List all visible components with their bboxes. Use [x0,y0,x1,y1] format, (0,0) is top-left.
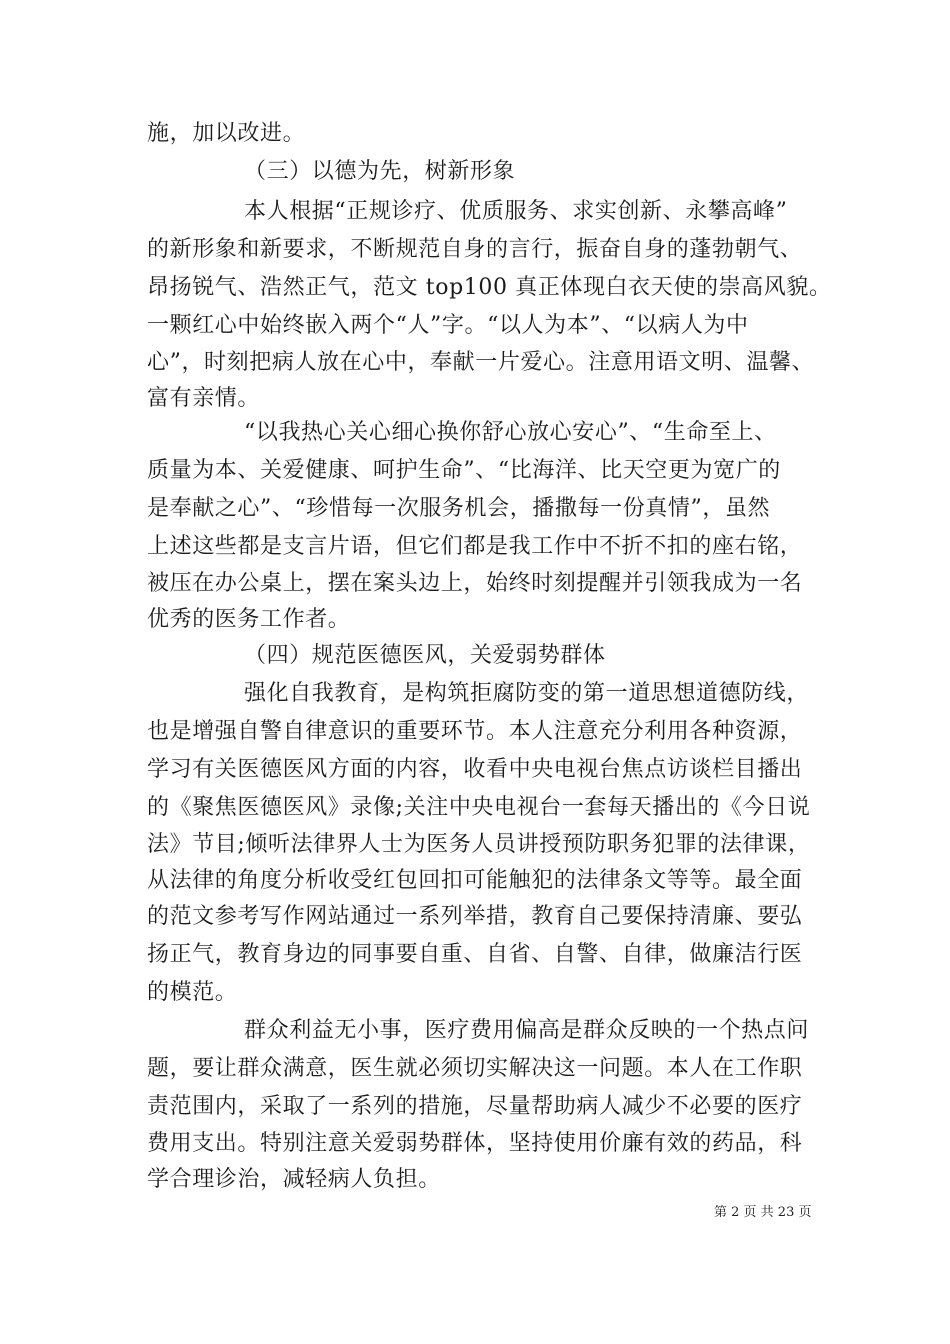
body-line: 优秀的医务工作者。 [147,607,351,632]
body-line: 的《聚焦医德医风》录像;关注中央电视台一套每天播出的《今日说 [147,795,811,820]
body-line: 责范围内，采取了一系列的措施，尽量帮助病人减少不必要的医疗 [147,1094,803,1119]
body-line: 的模范。 [147,980,238,1005]
body-line: 施，加以改进。 [147,121,306,146]
body-line: 题，要让群众满意，医生就必须切实解决这一问题。本人在工作职 [147,1056,803,1081]
body-line: 也是增强自警自律意识的重要环节。本人注意充分利用各种资源， [147,719,803,744]
body-line: 费用支出。特别注意关爱弱势群体，坚持使用价廉有效的药品，科 [147,1131,803,1156]
body-line: 学习有关医德医风方面的内容，收看中央电视台焦点访谈栏目播出 [147,757,803,782]
paragraph-first-line: “以我热心关心细心换你舒心放心安心”、“生命至上、 [244,420,777,445]
page-number: 第 2 页 共 23 页 [714,1205,812,1220]
body-line: 扬正气，教育身边的同事要自重、自省、自警、自律，做廉洁行医 [147,942,803,967]
body-line: 一颗红心中始终嵌入两个“人”字。“以人为本”、“以病人为中 [147,313,749,338]
paragraph-first-line: 群众利益无小事，医疗费用偏高是群众反映的一个热点问 [244,1018,810,1043]
body-line: 法》节目;倾听法律界人士为医务人员讲授预防职务犯罪的法律课， [147,832,811,857]
body-line: 学合理诊治，减轻病人负担。 [147,1167,441,1192]
body-line: 上述这些都是支言片语，但它们都是我工作中不折不扣的座右铭， [147,534,803,559]
body-line: 是奉献之心”、“珍惜每一次服务机会，播撒每一份真情”，虽然 [147,496,771,521]
body-line: 富有亲情。 [147,386,261,411]
body-line: 的范文参考写作网站通过一系列举措，教育自己要保持清廉、要弘 [147,904,803,929]
body-line: 被压在办公桌上，摆在案头边上，始终时刻提醒并引领我成为一名 [147,571,803,596]
body-line: 从法律的角度分析收受红包回扣可能触犯的法律条文等等。最全面 [147,868,803,893]
section-heading: （三）以德为先，树新形象 [244,159,516,184]
body-line: 的新形象和新要求，不断规范自身的言行，振奋自身的蓬勃朝气、 [147,237,803,262]
paragraph-first-line: 本人根据“正规诊疗、优质服务、求实创新、永攀高峰” [244,199,788,224]
section-heading: （四）规范医德医风，关爱弱势群体 [244,643,606,668]
body-line: 心”，时刻把病人放在心中，奉献一片爱心。注意用语文明、温馨、 [147,350,815,375]
paragraph-first-line: 强化自我教育，是构筑拒腐防变的第一道思想道德防线， [244,681,810,706]
body-line: 昂扬锐气、浩然正气，范文 top100 真正体现白衣天使的崇高风貌。 [147,275,832,300]
body-line: 质量为本、关爱健康、呵护生命”、“比海洋、比天空更为宽广的 [147,458,781,483]
